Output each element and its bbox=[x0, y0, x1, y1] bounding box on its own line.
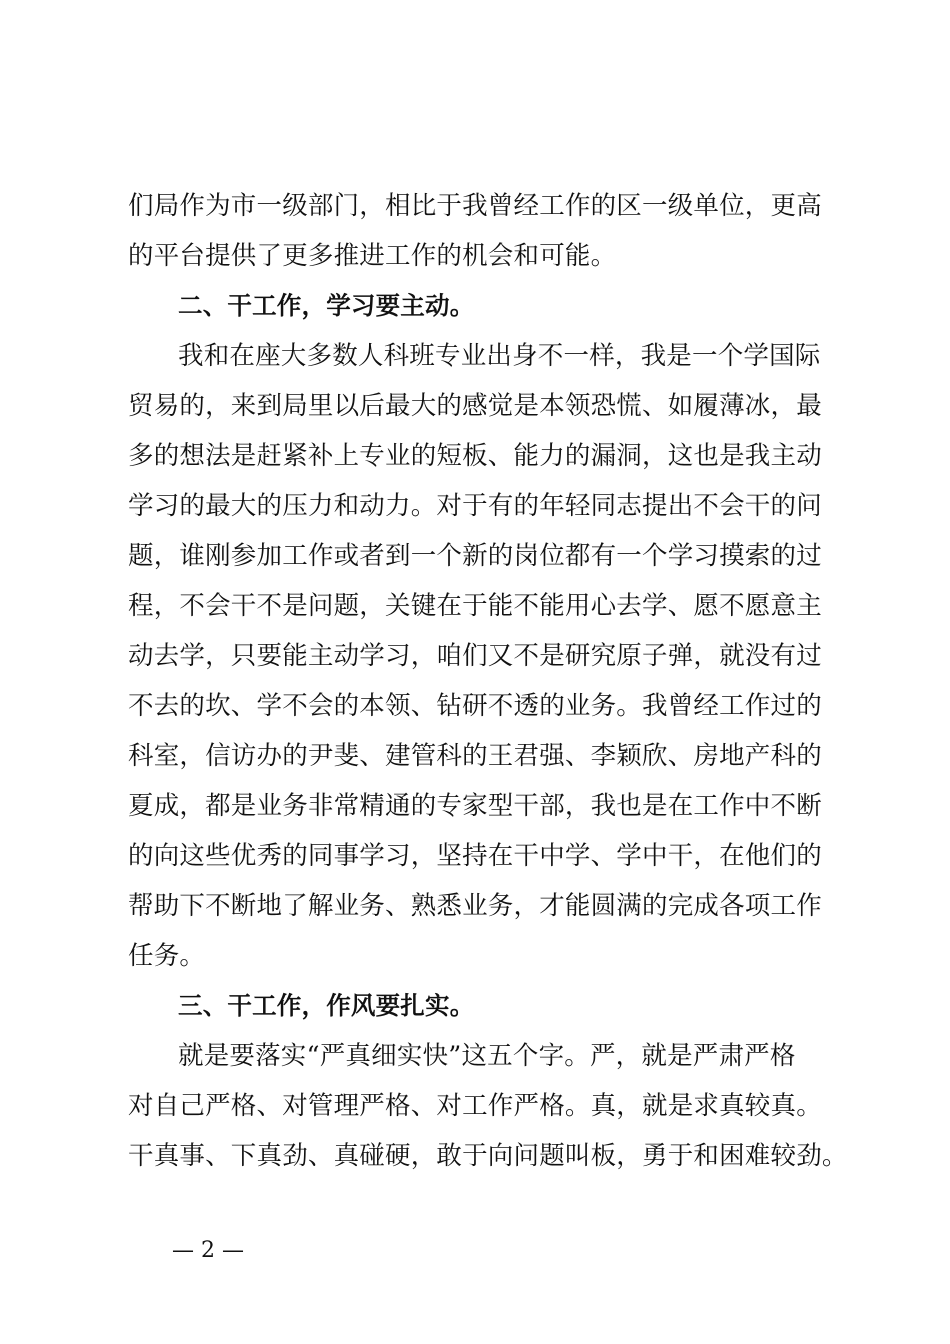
text-line: 不去的坎、学不会的本领、钻研不透的业务。我曾经工作过的 bbox=[128, 691, 822, 721]
text-line: 动去学，只要能主动学习，咱们又不是研究原子弹，就没有过 bbox=[128, 641, 822, 671]
paragraph-start: 我和在座大多数人科班专业出身不一样，我是一个学国际 bbox=[178, 341, 821, 371]
section-heading: 三、干工作，作风要扎实。 bbox=[178, 991, 475, 1020]
text-line: 干真事、下真劲、真碰硬，敢于向问题叫板，勇于和困难较劲。 bbox=[128, 1141, 848, 1171]
text-line: 的向这些优秀的同事学习，坚持在干中学、学中干，在他们的 bbox=[128, 841, 822, 871]
text-line: 学习的最大的压力和动力。对于有的年轻同志提出不会干的问 bbox=[128, 491, 822, 521]
text-line: 夏成，都是业务非常精通的专家型干部，我也是在工作中不断 bbox=[128, 791, 822, 821]
text-line: 的平台提供了更多推进工作的机会和可能。 bbox=[128, 241, 617, 271]
text-line: 们局作为市一级部门，相比于我曾经工作的区一级单位，更高 bbox=[128, 191, 822, 221]
page-number: — 2 — bbox=[172, 1238, 244, 1263]
paragraph-start: 就是要落实“严真细实快”这五个字。严，就是严肃严格 bbox=[178, 1041, 796, 1071]
text-line: 任务。 bbox=[128, 941, 206, 971]
text-line: 多的想法是赶紧补上专业的短板、能力的漏洞，这也是我主动 bbox=[128, 441, 822, 471]
body-text bbox=[128, 181, 848, 1181]
text-line: 贸易的，来到局里以后最大的感觉是本领恐慌、如履薄冰，最 bbox=[128, 391, 822, 421]
text-line: 科室，信访办的尹斐、建管科的王君强、李颖欣、房地产科的 bbox=[128, 741, 822, 771]
section-heading: 二、干工作，学习要主动。 bbox=[178, 291, 475, 320]
text-line: 对自己严格、对管理严格、对工作严格。真，就是求真较真。 bbox=[128, 1091, 822, 1121]
text-line: 帮助下不断地了解业务、熟悉业务，才能圆满的完成各项工作 bbox=[128, 891, 822, 921]
text-line: 题，谁刚参加工作或者到一个新的岗位都有一个学习摸索的过 bbox=[128, 541, 822, 571]
text-line: 程，不会干不是问题，关键在于能不能用心去学、愿不愿意主 bbox=[128, 591, 822, 621]
